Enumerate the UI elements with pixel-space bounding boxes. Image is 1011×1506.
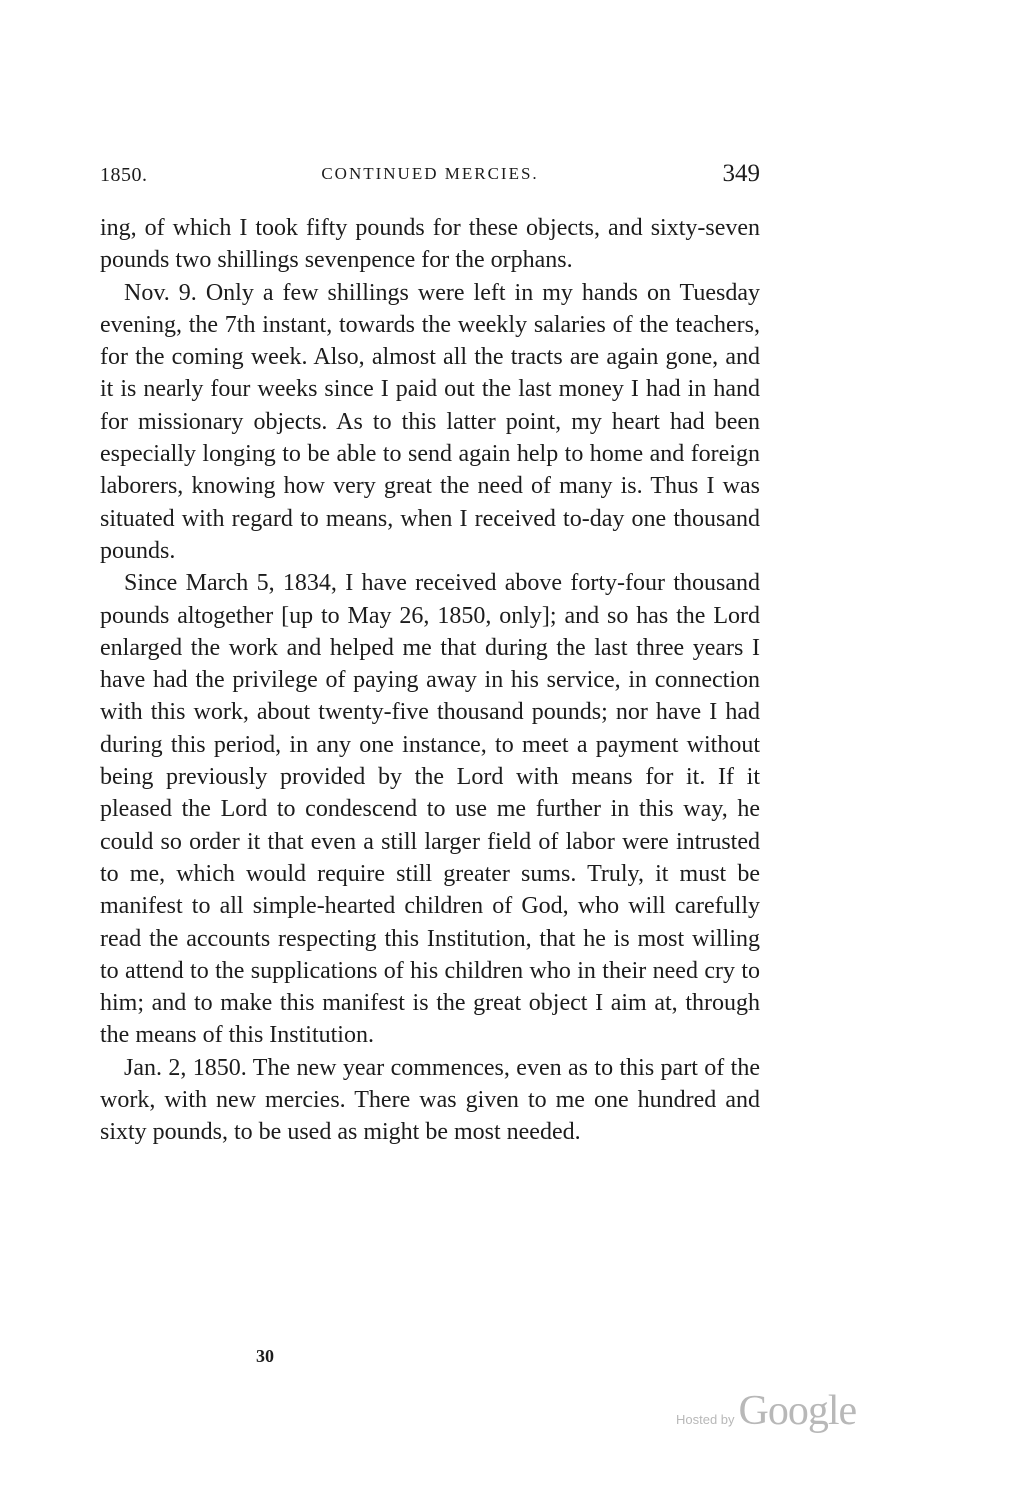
google-logo-text: Google: [738, 1388, 857, 1434]
hosted-by-google-watermark: [676, 1387, 856, 1433]
header-title: CONTINUED MERCIES.: [321, 164, 539, 183]
running-header: [100, 160, 760, 190]
signature-mark: 30: [256, 1346, 274, 1366]
page-number: 349: [722, 160, 760, 187]
watermark-prefix: Hosted by: [676, 1412, 735, 1427]
paragraph-jan-2: Jan. 2, 1850. The new year commences, even as to this part of the work, with new mercies. There was given to me one hundred and sixty pounds, to be used as might be most needed.: [100, 1054, 760, 1146]
paragraph-nov-9: Nov. 9. Only a few shillings were left in my hands on Tuesday evening, the 7th instant, towards the weekly salaries of the teachers, for the coming week. Also, almost all the tracts are again gone, and it is nearly four weeks since I paid out the last money I had in hand for missionary objects. As to this latter point, my heart had been especially longing to be able to send again help to home and foreign laborers, knowing how very great the need of many is. Thus I was situated with regard to means, when I received to-day one thousand pounds.: [100, 279, 760, 564]
paragraph-continued: ing, of which I took fifty pounds for these objects, and sixty-seven pounds two shillings sevenpence for the orphans.: [100, 215, 760, 274]
body-text: [100, 212, 760, 1149]
paragraph-since-march: Since March 5, 1834, I have received above forty-four thousand pounds altogether [up to May 26, 1850, only]; and so has the Lord enlarged the work and helped me that during the last three years I have had the privilege of paying away in his service, in connection with this work, about twenty-five thousand pounds; nor have I had during this period, in any one instance, to meet a payment without being previously provided by the Lord with means for it. If it pleased the Lord to condescend to use me further in this way, he could so order it that even a still larger field of labor were intrusted to me, which would require still greater sums. Truly, it must be manifest to all simple-hearted children of God, who will carefully read the accounts respecting this Institution, that he is most willing to attend to the supplications of his children who in their need cry to him; and to make this manifest is the great object I aim at, through the means of this Institution.: [100, 570, 760, 1049]
header-year: 1850.: [100, 164, 148, 186]
